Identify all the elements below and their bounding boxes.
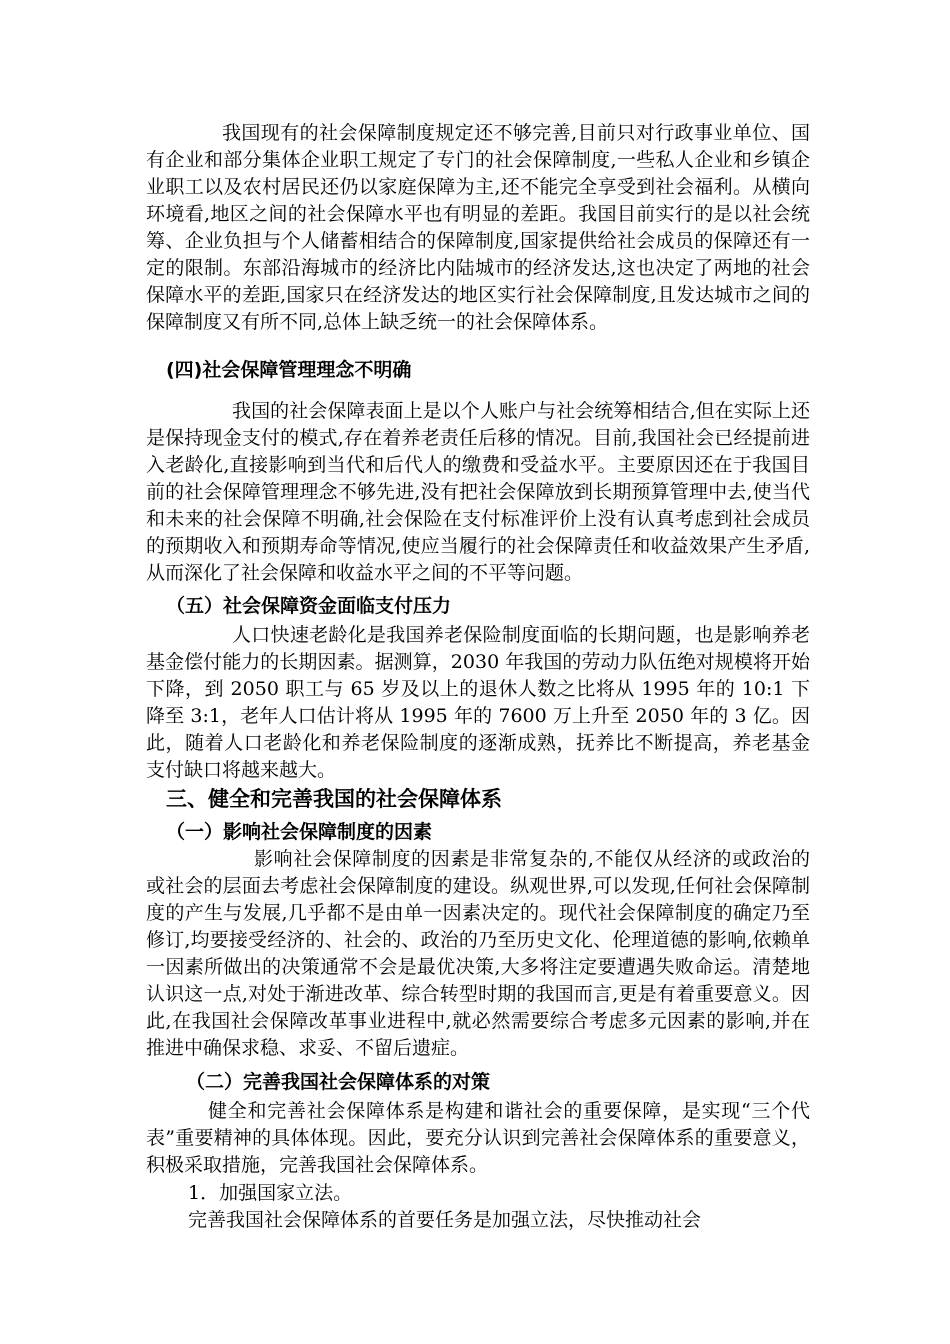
list-item-legislation: 1．加强国家立法。 bbox=[188, 1182, 353, 1204]
heading-subsection-two: （二）完善我国社会保障体系的对策 bbox=[186, 1071, 491, 1093]
heading-section-five: （五）社会保障资金面临支付压力 bbox=[166, 595, 452, 617]
paragraph-payment-pressure: 人口快速老龄化是我国养老保险制度面临的长期问题，也是影响养老基金偿付能力的长期因素。据测算，2030 年我国的劳动力队伍绝对规模将开始下降，到 2050 职工与 65 岁及以上的退休人数之比将从 1995 年的 10:1 下降至 3:1，老年人口估计将从 1995 年的 7600 万上升至 2050 年的 3 亿。因此，随着人口老龄化和养老保险制度的逐渐成熟，抚养比不断提高，养老基金支付缺口将越来越大。 bbox=[146, 624, 810, 781]
paragraph-legislation-text: 完善我国社会保障体系的首要任务是加强立法，尽快推动社会 bbox=[188, 1209, 702, 1231]
paragraph-regional-gap: 我国现有的社会保障制度规定还不够完善,目前只对行政事业单位、国有企业和部分集体企业职工规定了专门的社会保障制度,一些私人企业和乡镇企业职工以及农村居民还仍以家庭保障为主,还不能完全享受到社会福利。从横向环境看,地区之间的社会保障水平也有明显的差距。我国目前实行的是以社会统筹、企业负担与个人储蓄相结合的保障制度,国家提供给社会成员的保障还有一定的限制。东部沿海城市的经济比内陆城市的经济发达,这也决定了两地的社会保障水平的差距,国家只在经济发达的地区实行社会保障制度,且发达城市之间的保障制度又有所不同,总体上缺乏统一的社会保障体系。 bbox=[146, 122, 810, 333]
paragraph-countermeasures: 健全和完善社会保障体系是构建和谐社会的重要保障，是实现“三个代表”重要精神的具体体现。因此，要充分认识到完善社会保障体系的重要意义，积极采取措施，完善我国社会保障体系。 bbox=[146, 1100, 810, 1176]
heading-part-three: 三、健全和完善我国的社会保障体系 bbox=[166, 787, 502, 811]
heading-subsection-one: （一）影响社会保障制度的因素 bbox=[166, 821, 433, 843]
heading-section-four: (四)社会保障管理理念不明确 bbox=[166, 359, 412, 381]
paragraph-management-concept: 我国的社会保障表面上是以个人账户与社会统筹相结合,但在实际上还是保持现金支付的模式,存在着养老责任后移的情况。目前,我国社会已经提前进入老龄化,直接影响到当代和后代人的缴费和受益水平。主要原因还在于我国目前的社会保障管理理念不够先进,没有把社会保障放到长期预算管理中去,使当代和未来的社会保障不明确,社会保险在支付标准评价上没有认真考虑到社会成员的预期收入和预期寿命等情况,使应当履行的社会保障责任和收益效果产生矛盾,从而深化了社会保障和收益水平之间的不平等问题。 bbox=[146, 400, 810, 584]
paragraph-influencing-factors: 影响社会保障制度的因素是非常复杂的,不能仅从经济的或政治的或社会的层面去考虑社会保障制度的建设。纵观世界,可以发现,任何社会保障制度的产生与发展,几乎都不是由单一因素决定的。现代社会保障制度的确定乃至修订,均要接受经济的、社会的、政治的乃至历史文化、伦理道德的影响,依赖单一因素所做出的决策通常不会是最优决策,大多将注定要遭遇失败命运。清楚地认识这一点,对处于渐进改革、综合转型时期的我国而言,更是有着重要意义。因此,在我国社会保障改革事业进程中,就必然需要综合考虑多元因素的影响,并在推进中确保求稳、求妥、不留后遗症。 bbox=[146, 848, 810, 1059]
